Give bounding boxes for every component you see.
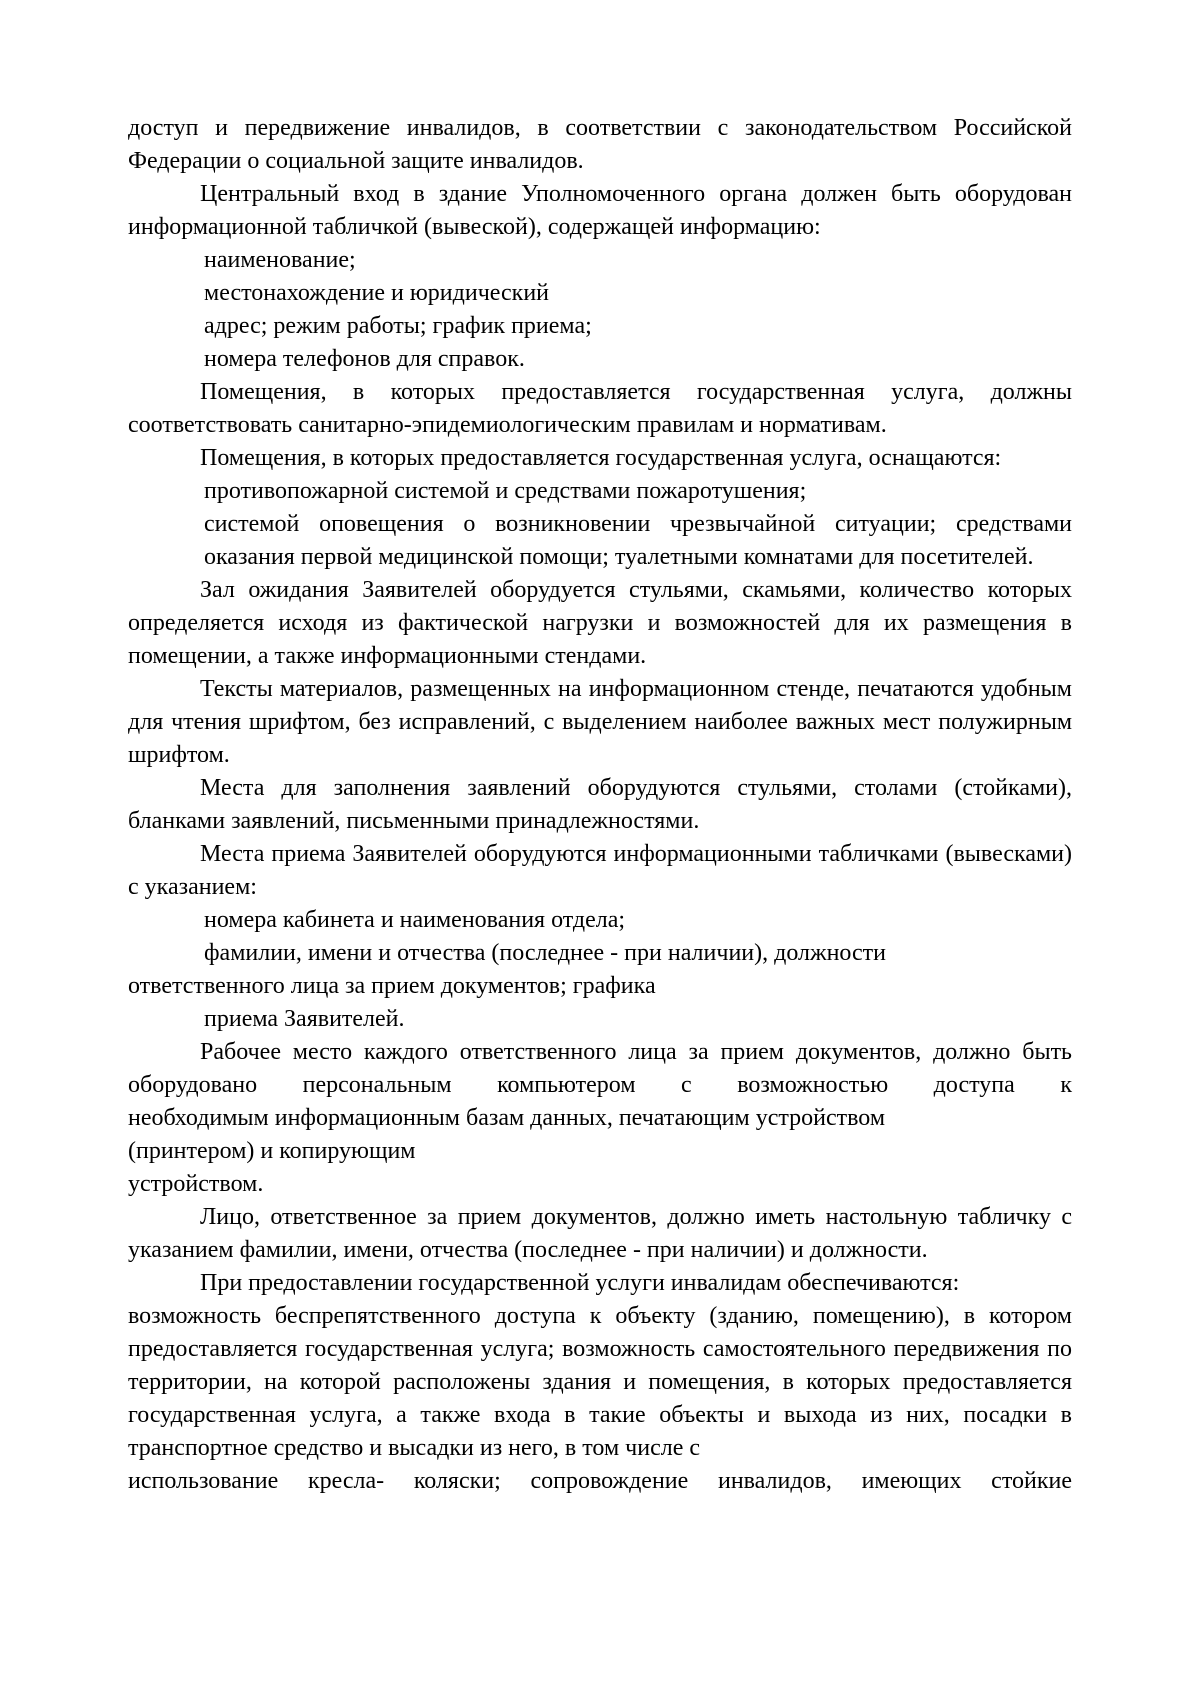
paragraph: Места для заполнения заявлений оборудуются стульями, столами (стойками), бланками заявлений, письменными принадлежностями. [128, 775, 1072, 834]
paragraph-continuation: устройством. [128, 1171, 264, 1197]
list-item: фамилии, имени и отчества (последнее - при наличии), должности [204, 940, 887, 966]
paragraph: Тексты материалов, размещенных на информационном стенде, печатаются удобным для чтения шрифтом, без исправлений, с выделением наиболее важных мест полужирным шрифтом. [128, 676, 1072, 768]
list-item: приема Заявителей. [204, 1006, 405, 1032]
document-page [128, 112, 1072, 1498]
list-item: местонахождение и юридический [204, 280, 550, 306]
list-item: номера кабинета и наименования отдела; [204, 907, 626, 933]
paragraph: Помещения, в которых предоставляется государственная услуга, оснащаются: [200, 445, 1002, 471]
paragraph: использование кресла- коляски; сопровождение инвалидов, имеющих стойкие [128, 1468, 1072, 1494]
paragraph: Помещения, в которых предоставляется государственная услуга, должны соответствовать санитарно-эпидемиологическим правилам и нормативам. [128, 379, 1072, 438]
list-item: адрес; режим работы; график приема; [204, 313, 592, 339]
paragraph-continuation: (принтером) и копирующим [128, 1138, 416, 1164]
paragraph: Центральный вход в здание Уполномоченного органа должен быть оборудован информационной табличкой (вывеской), содержащей информацию: [128, 181, 1072, 240]
list-item: системой оповещения о возникновении чрезвычайной ситуации; средствами оказания первой медицинской помощи; туалетными комнатами для посетителей. [204, 511, 1072, 570]
list-item: наименование; [204, 247, 356, 273]
paragraph-continuation: ответственного лица за прием документов; графика [128, 973, 656, 999]
list-item: номера телефонов для справок. [204, 346, 525, 372]
paragraph: доступ и передвижение инвалидов, в соответствии с законодательством Российской Федерации о социальной защите инвалидов. [128, 115, 1072, 174]
paragraph: Рабочее место каждого ответственного лица за прием документов, должно быть оборудовано персональным компьютером с возможностью доступа к [128, 1039, 1072, 1098]
paragraph: возможность беспрепятственного доступа к объекту (зданию, помещению), в котором предоставляется государственная услуга; возможность самостоятельного передвижения по территории, на которой расположены здания и помещения, в которых предоставляется государственная услуга, а также входа в такие объекты и выхода из них, посадки в транспортное средство и высадки из него, в том числе с [128, 1303, 1072, 1461]
paragraph: Лицо, ответственное за прием документов, должно иметь настольную табличку с указанием фамилии, имени, отчества (последнее - при наличии) и должности. [128, 1204, 1072, 1263]
paragraph: При предоставлении государственной услуги инвалидам обеспечиваются: [200, 1270, 960, 1296]
list-item: противопожарной системой и средствами пожаротушения; [204, 478, 807, 504]
paragraph: Места приема Заявителей оборудуются информационными табличками (вывесками) с указанием: [128, 841, 1072, 900]
paragraph-continuation: необходимым информационным базам данных, печатающим устройством [128, 1105, 886, 1131]
paragraph: Зал ожидания Заявителей оборудуется стульями, скамьями, количество которых определяется исходя из фактической нагрузки и возможностей для их размещения в помещении, а также информационными стендами. [128, 577, 1072, 669]
